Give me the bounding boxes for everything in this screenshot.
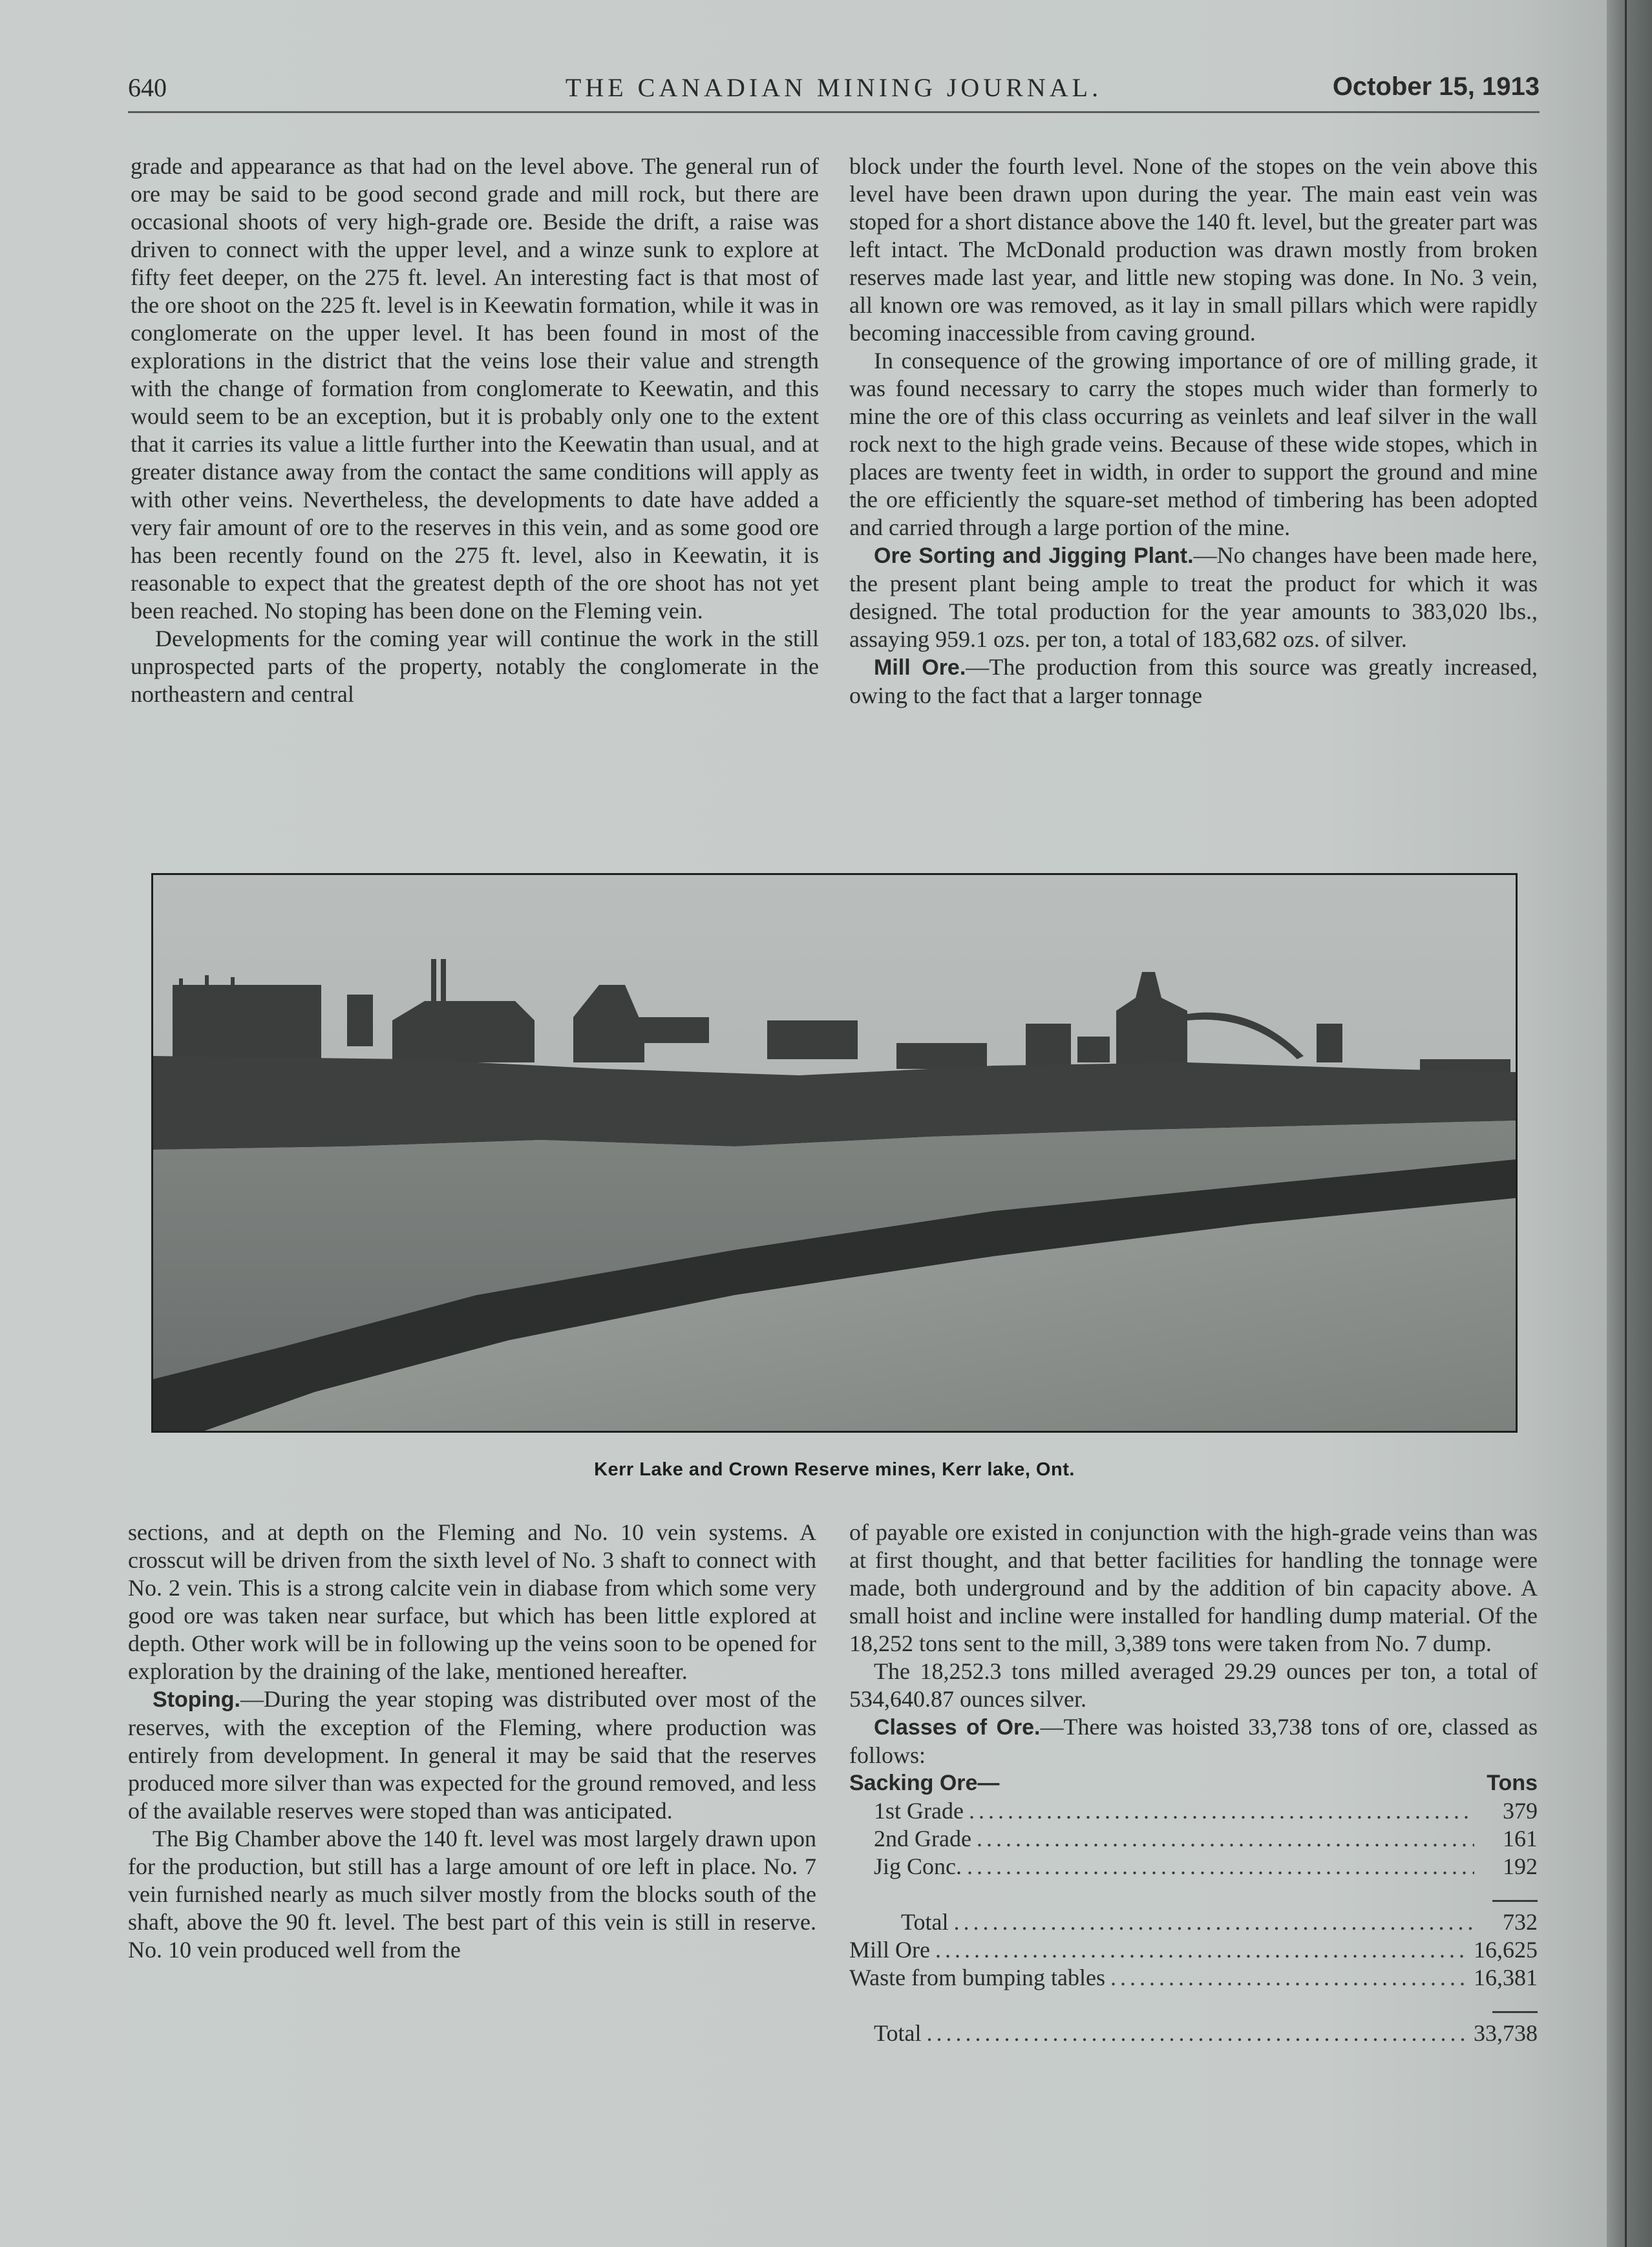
paragraph: The 18,252.3 tons milled averaged 29.29 ounces per ton, a total of 534,640.87 ounces silver. [849, 1658, 1538, 1712]
paragraph [128, 1685, 816, 1825]
subtotal-value: 732 [1503, 1909, 1538, 1935]
photo-scene [153, 875, 1516, 1431]
paragraph: of payable ore existed in conjunction with the high-grade veins than was at first thought, and that better facilities for handling the tonnage were made, both underground and by the addition of bin capacity above. A small hoist and incline were installed for handling dump material. Of the 18,252 tons sent to the mill, 3,389 tons were taken from No. 7 dump. [849, 1519, 1538, 1656]
leader-dots [977, 1825, 1474, 1853]
paragraph [849, 653, 1538, 710]
paragraph [849, 1713, 1538, 1769]
leader-dots [969, 1797, 1474, 1825]
header-rule [128, 111, 1540, 113]
paragraph: grade and appearance as that had on the level above. The general run of ore may be said to be good second grade and mill rock, but there are occasional shoots of very high-grade ore. Beside the drift, a raise was driven to connect with the upper level, and a winze sunk to explore at fifty feet deeper, on the 275 ft. level. An interesting fact is that most of the ore shoot on the 225 ft. level is in Keewatin formation, while it was in conglomerate on the upper level. It has been found in most of the explorations in the district that the veins lose their value and strength with the change of formation from conglomerate to Keewatin, and this would seem to be an exception, but it is probably only one to the extent that it carries its value a little further into the Keewatin than usual, and at greater distance away from the contact the same conditions will apply as with other veins. Nevertheless, the developments to date have added a very fair amount of ore to the reserves in this vein, and as some good ore has been recently found on the 275 ft. level, also in Keewatin, it is reasonable to expect that the greatest depth of the ore shoot has not yet been reached. No stoping has been done on the Fleming vein. [131, 153, 819, 624]
paragraph: sections, and at depth on the Fleming and No. 10 vein systems. A crosscut will be driven from the sixth level of No. 3 shaft to connect with No. 2 vein. This is a strong calcite vein in diabase from which some very good ore was taken near surface, but which has been little explored at depth. Other work will be in following up the veins soon to be opened for exploration by the draining of the lake, mentioned hereafter. [128, 1519, 816, 1684]
issue-date: October 15, 1913 [1332, 72, 1540, 101]
waste-value: 16,381 [1474, 1965, 1538, 1990]
column-bottom-right [849, 1519, 1538, 2047]
leader-dots [967, 1853, 1474, 1881]
total-value: 33,738 [1474, 2020, 1538, 2046]
paragraph: In consequence of the growing importance of ore of milling grade, it was found necessary to carry the stopes much wider than formerly to mine the ore of this class occurring as veinlets and leaf silver in the wall rock next to the high grade veins. Because of these wide stopes, which in places are twenty feet in width, in order to support the ground and mine the ore efficiently the square-set method of timbering has been adopted and carried through a large portion of the mine. [849, 348, 1538, 540]
leader-dots [935, 1936, 1468, 1964]
page-number: 640 [128, 73, 167, 102]
section-heading: Ore Sorting and Jigging Plant. [874, 543, 1194, 568]
mill-ore-value: 16,625 [1474, 1937, 1538, 1963]
mine-photograph [151, 873, 1518, 1433]
mill-ore-label: Mill Ore [849, 1937, 930, 1963]
table-row [849, 2020, 1538, 2047]
table-row [849, 1964, 1538, 1992]
row-label: Jig Conc. [874, 1853, 962, 1879]
table-row [849, 1825, 1538, 1853]
journal-title: THE CANADIAN MINING JOURNAL. [565, 73, 1103, 102]
row-label: 2nd Grade [874, 1826, 971, 1851]
ore-classes-table [849, 1769, 1538, 2047]
book-spine-shadow [1607, 0, 1652, 2247]
table-header [849, 1769, 1538, 1797]
section-label: Sacking Ore— [849, 1771, 1000, 1795]
leader-dots [953, 1908, 1474, 1936]
unit-label: Tons [1487, 1771, 1538, 1795]
section-heading: Stoping. [153, 1687, 240, 1712]
paragraph: The Big Chamber above the 140 ft. level was most largely drawn upon for the production, but still has a large amount of ore left in place. No. 7 vein furnished nearly as much silver mostly from the blocks south of the shaft, above the 90 ft. level. The best part of this vein is still in reserve. No. 10 vein produced well from the [128, 1826, 816, 1963]
total-label: Total [874, 2020, 922, 2046]
table-row [849, 1853, 1538, 1881]
section-heading: Mill Ore. [874, 655, 966, 680]
photo-caption: Kerr Lake and Crown Reserve mines, Kerr lake, Ont. [594, 1459, 1075, 1480]
paragraph-text: —No changes have been made here, the present plant being ample to treat the product for which it was designed. The total production for the year amounts to 383,020 lbs., assaying 959.1 ozs. per ton, a total of 183,682 ozs. of silver. [849, 542, 1538, 652]
paragraph-text: —The production from this source was greatly increased, owing to the fact that a larger tonnage [849, 654, 1538, 708]
leader-dots [1110, 1964, 1468, 1992]
column-top-left [131, 153, 819, 708]
table-row [849, 1936, 1538, 1964]
paragraph: block under the fourth level. None of the stopes on the vein above this level have been drawn upon during the year. The main east vein was stoped for a short distance above the 140 ft. level, but the greater part was left intact. The McDonald production was drawn mostly from broken reserves made last year, and little new stoping was done. In No. 3 vein, all known ore was removed, as it lay in small pillars which were rapidly becoming inaccessible from caving ground. [849, 153, 1538, 346]
table-row [849, 1908, 1538, 1936]
row-label: 1st Grade [874, 1798, 964, 1824]
paragraph-text: —During the year stoping was distributed over most of the reserves, with the exception of the Fleming, where production was entirely from development. In general it may be said that the reserves produced more silver than was expected for the ground removed, and less of the available reserves were stoped than was anticipated. [128, 1686, 816, 1824]
subtotal-label: Total [901, 1909, 949, 1935]
column-top-right [849, 153, 1538, 710]
paragraph [849, 542, 1538, 653]
leader-dots [926, 2020, 1468, 2047]
row-value: 192 [1503, 1853, 1538, 1879]
row-value: 379 [1503, 1798, 1538, 1824]
row-value: 161 [1503, 1826, 1538, 1851]
table-row [849, 1797, 1538, 1825]
column-bottom-left [128, 1519, 816, 1964]
running-header [128, 72, 1540, 111]
sum-rule [849, 1881, 1538, 1908]
sum-rule [849, 1992, 1538, 2020]
page-edge-line [1625, 0, 1627, 2247]
paragraph-text: —There was hoisted 33,738 tons of ore, classed as follows: [849, 1714, 1538, 1768]
waste-label: Waste from bumping tables [849, 1965, 1106, 1990]
paragraph: Developments for the coming year will continue the work in the still unprospected parts of the property, notably the conglomerate in the northeastern and central [131, 626, 819, 707]
section-heading: Classes of Ore. [874, 1715, 1041, 1740]
